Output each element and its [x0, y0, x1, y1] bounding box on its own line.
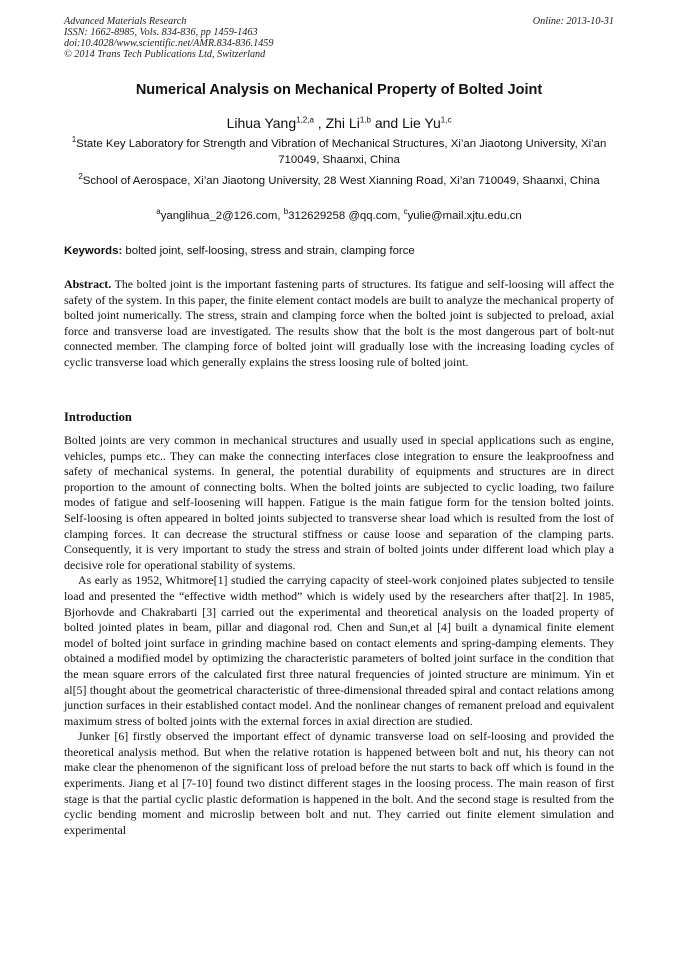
- author-emails: [0, 207, 678, 222]
- email-link: yulie@mail.xjtu.edu.cn: [407, 210, 522, 222]
- author-name: Zhi Li: [325, 115, 360, 131]
- paper-title: Numerical Analysis on Mechanical Property of Bolted Joint: [135, 82, 543, 98]
- paragraph: As early as 1952, Whitmore[1] studied the carrying capacity of steel-work conjoined plates subjected to tensile load and presented the “effective width method” which is widely used by the researchers after that[2]. In 1985, Bjorhovde and Chakrabarti [3] carried out the experimental and theoretical analysis on the loaded property of bolted jointed plates in beam, pillar and diagonal rod. Chen and Sun,et al [4] built a dynamical finite element model of bolted joint surface in grinding machine based on contact elements and spring-damping elements. They obtained a modified model by optimizing the characteristic parameters of bolted joint surface in the condition that the mean square errors of the calculated first three natural frequencies of jointed structure are minimum. Yin et al[5] thought about the geometrical characteristic of three-dimensional threaded spiral and contact relations among junction surfaces in their established contact model. And the nonlinear changes of remanent preload and equivalent maximum stress of bolted joints with the external forces in axial direction are studied.: [64, 573, 614, 728]
- affiliation-1: [64, 137, 614, 168]
- affiliation-2: [64, 174, 614, 190]
- email-mark: c: [403, 207, 408, 217]
- author-affiliation-mark: 1,b: [359, 115, 371, 125]
- affiliation-mark: 1: [71, 135, 77, 145]
- issn-line: ISSN: 1662-8985, Vols. 834-836, pp 1459-1463: [64, 27, 258, 38]
- affiliation-text: State Key Laboratory for Strength and Vibration of Mechanical Structures, Xi’an Jiaotong University, Xi’an 710049, Shaanxi, China: [76, 138, 607, 166]
- paragraph: Bolted joints are very common in mechanical structures and usually used in special applications such as engine, vehicles, pumps etc.. They can make the connecting interfaces close integration to ensure the leakproofness and safety of mechanical systems. In general, the potential durability of equipments and structures are in direct proportion to the amount of connecting bolts. When the bolted joints are subjected to cyclic loading, two failure modes of fatigue and self-loosening will happen. Fatigue is the main fatigue form for the tension bolted joints. Self-loosing is often appeared in bolted joints subjected to transverse shear load which is resulted from the lost of clamping forces. It can decrease the structural stiffness or cause loose and separation of the clamping parts. Consequently, it is very important to study the stress and strain of bolted joints under different load which play a decisive role for operational stability of systems.: [64, 433, 614, 572]
- abstract-text: The bolted joint is the important fastening parts of structures. Its fatigue and self-loosing will affect the safety of the system. In this paper, the finite element contact models are built to analyze the mechanical property of bolted joint numerically. The stress, strain and clamping force when the bolted joint is subjected to preload, axial force and transverse load are investigated. The results show that the bolt is the most dangerous part of bolt-nut connected member. The clamping force of bolted joint will gradually lose with the increasing loading cycles of cyclic transverse load which generally explains the stress loosing rule of bolted joint.: [64, 277, 614, 369]
- keywords: [64, 245, 614, 257]
- section-heading-introduction: Introduction: [64, 410, 132, 424]
- keywords-label: Keywords:: [64, 245, 123, 257]
- paragraph: Junker [6] firstly observed the important effect of dynamic transverse load on self-loosing and provided the theoretical analysis method. But when the relative rotation is happened between bolt and nut, his theory can not make clear the phenomenon of the significant loss of preload before the nut starts to back off which is found in the experiments. Jiang et al [7-10] found two distinct different stages in the loosing process. The main reason of first stage is that the partial cyclic plastic deformation is happened in the bolt. And the second stage is resulted from the cyclic bending moment and microslip between bolt and nut. They carried out finite element simulation and experimental: [64, 729, 614, 837]
- copyright-line: © 2014 Trans Tech Publications Ltd, Switzerland: [64, 49, 266, 60]
- online-date: Online: 2013-10-31: [532, 16, 614, 27]
- email-mark: b: [283, 207, 289, 217]
- abstract: [64, 277, 614, 371]
- affiliation-mark: 2: [78, 172, 83, 182]
- affiliation-text: School of Aerospace, Xi’an Jiaotong University, 28 West Xianning Road, Xi’an 710049, Shaanxi, China: [82, 175, 600, 187]
- author-list: [0, 115, 678, 131]
- author-affiliation-mark: 1,2,a: [296, 115, 314, 125]
- author-name: Lie Yu: [402, 115, 441, 131]
- introduction-body: [64, 433, 614, 838]
- email-link: 312629258 @qq.com,: [288, 210, 404, 222]
- author-affiliation-mark: 1,c: [440, 115, 452, 125]
- author-name: Lihua Yang: [226, 115, 297, 131]
- journal-header: [64, 16, 614, 60]
- author-separator: and: [370, 115, 403, 131]
- doi-line: doi:10.4028/www.scientific.net/AMR.834-836.1459: [64, 38, 274, 49]
- email-link: yanglihua_2@126.com,: [160, 210, 284, 222]
- author-separator: ,: [313, 115, 326, 131]
- email-mark: a: [156, 207, 161, 217]
- keywords-text: bolted joint, self-loosing, stress and strain, clamping force: [122, 245, 415, 257]
- journal-name: Advanced Materials Research: [64, 16, 187, 27]
- abstract-label: Abstract.: [64, 277, 112, 291]
